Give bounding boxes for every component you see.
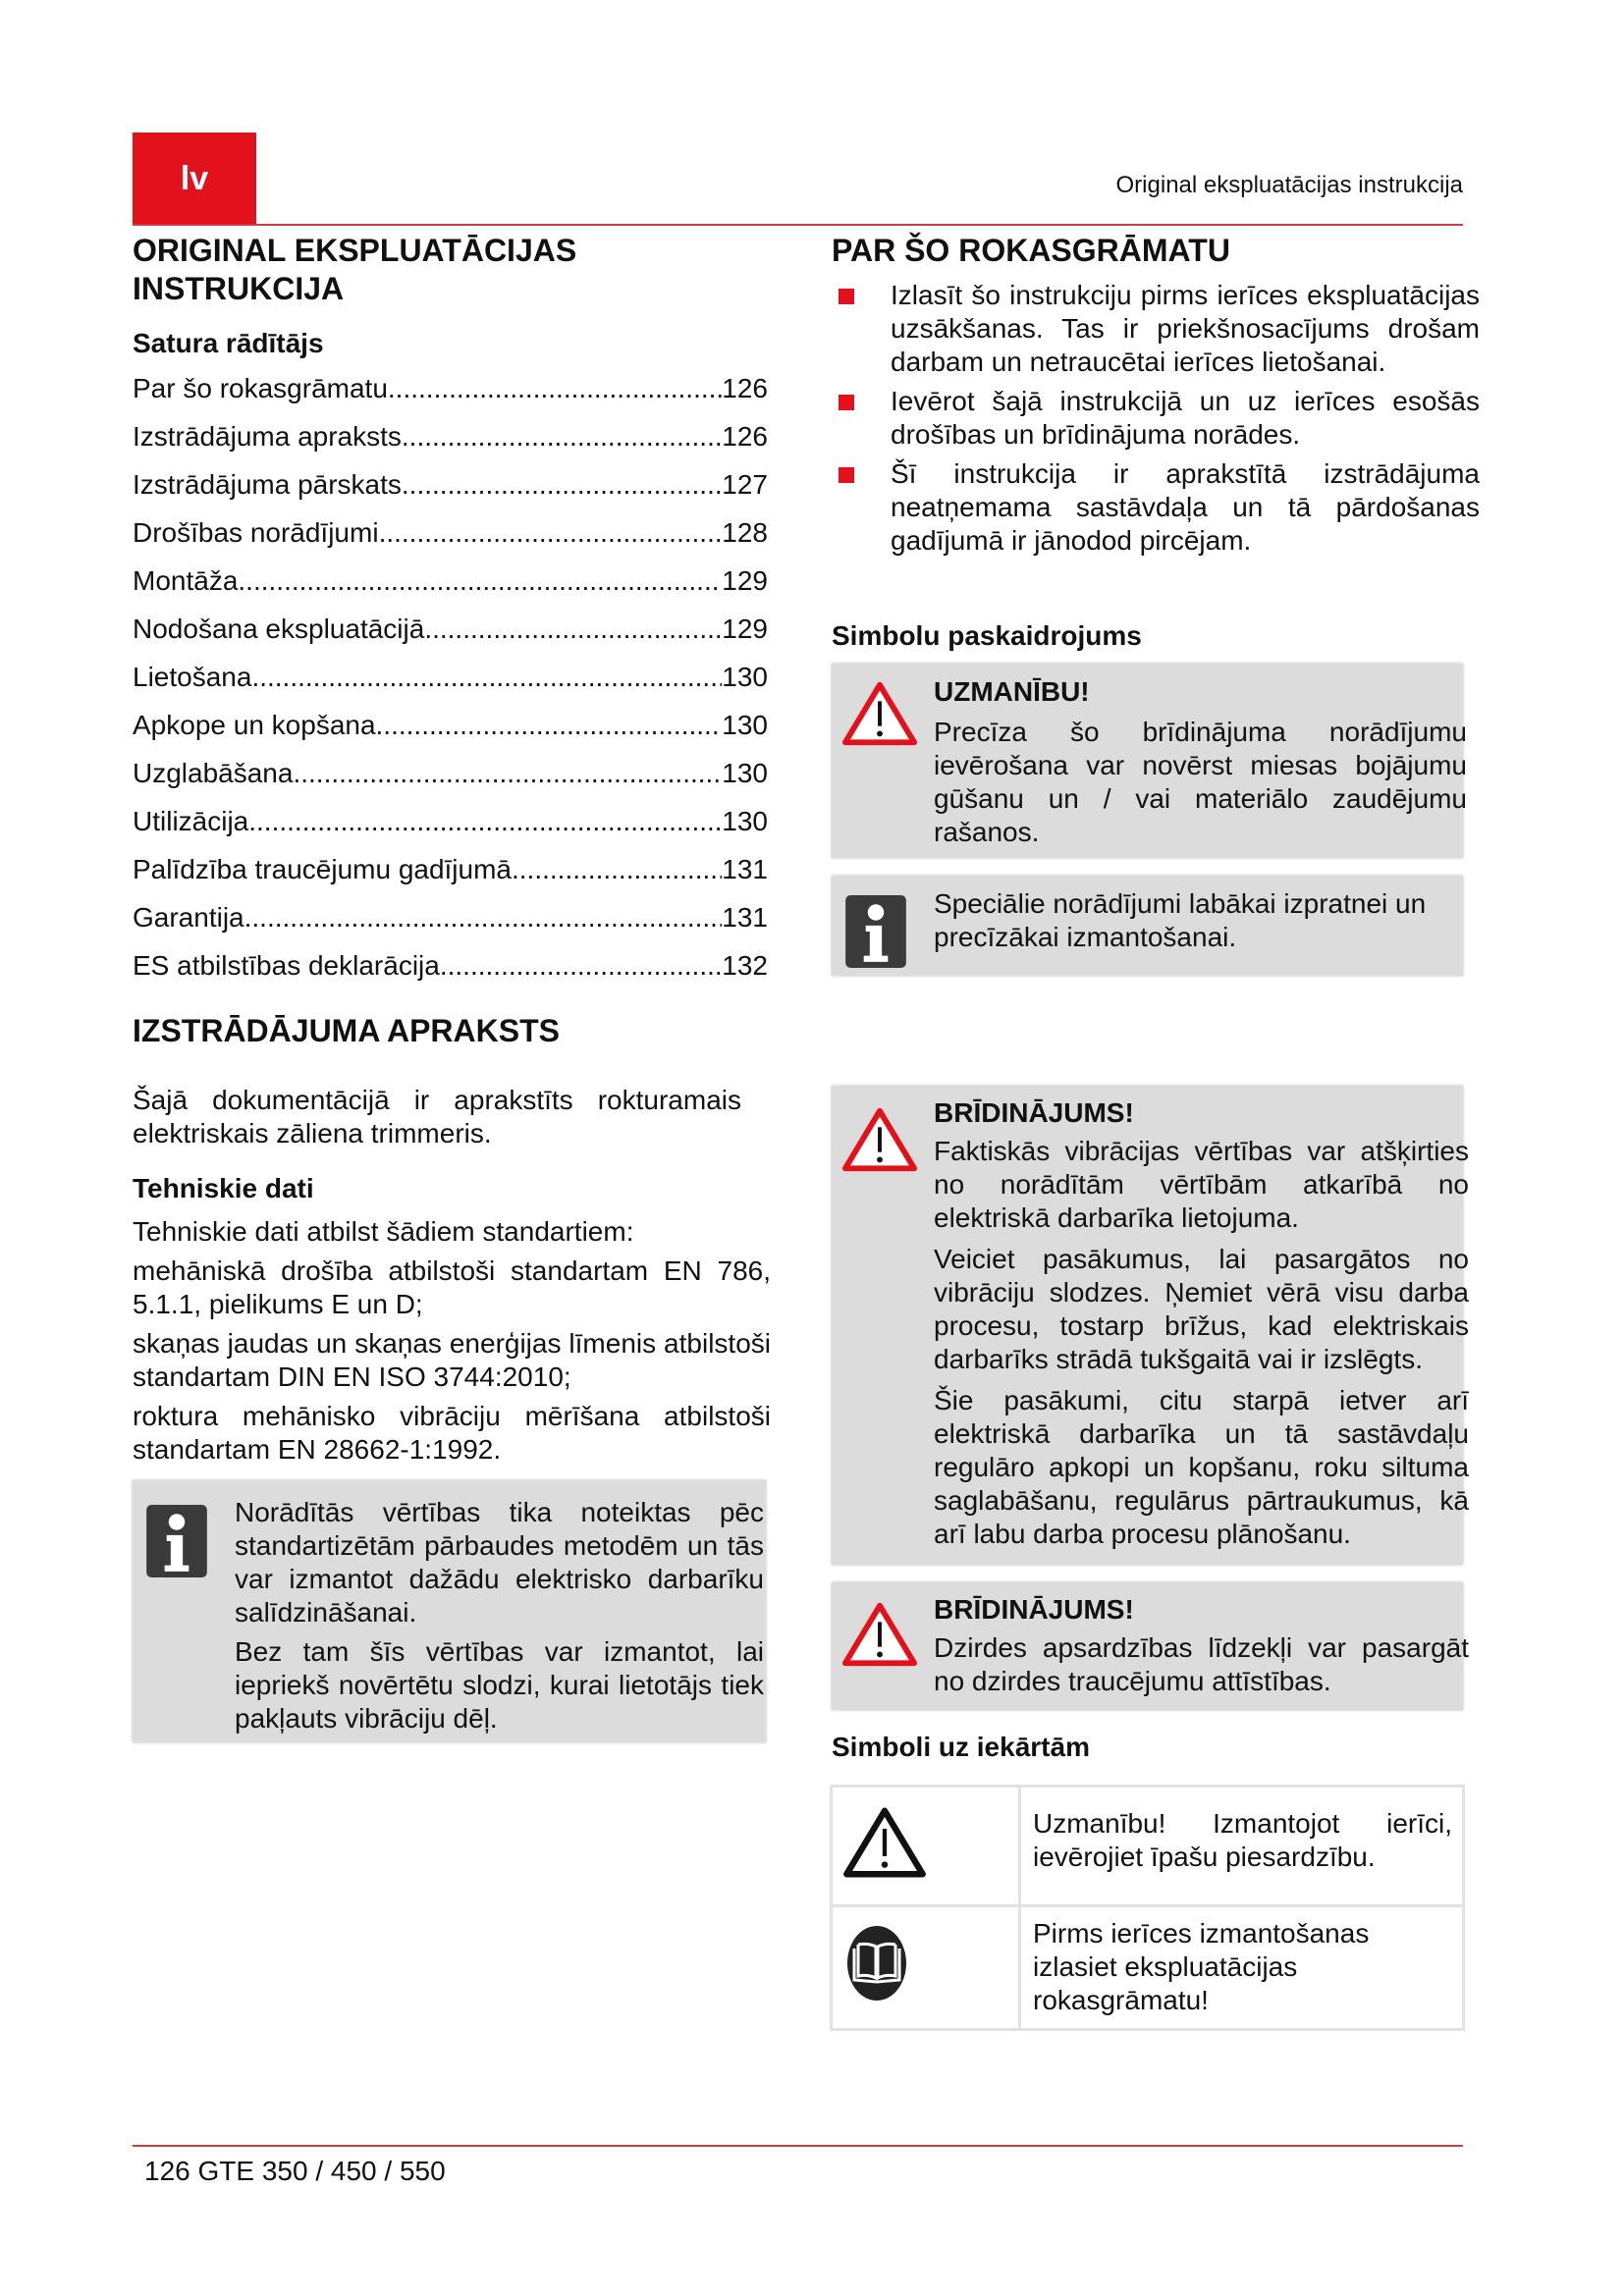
toc-label: ES atbilstības deklarācija: [133, 950, 440, 981]
document-title: ORIGINAL EKSPLUATĀCIJAS INSTRUKCIJA: [133, 233, 577, 306]
toc-entry[interactable]: [133, 517, 768, 565]
bullet-text: Šī instrukcija ir aprakstītā izstrādājuma neatņemama sastāvdaļa un tā pārdošanas gadījumā ir jānodod pircējam.: [891, 458, 1480, 556]
warning-triangle-icon: [842, 1805, 927, 1880]
about-bullets: [832, 279, 1480, 563]
toc-entry[interactable]: [133, 565, 768, 614]
toc-entry[interactable]: [133, 854, 768, 902]
toc-page: 128: [722, 517, 768, 548]
tech-line: skaņas jaudas un skaņas enerģijas līmenis atbilstoši standartam DIN EN ISO 3744:2010;: [133, 1328, 771, 1392]
toc-leader: [238, 565, 722, 597]
toc-leader: [251, 662, 722, 693]
warning-triangle-icon: [841, 679, 918, 748]
toc-entry[interactable]: [133, 421, 768, 469]
symbol-description: Pirms ierīces izmantošanas izlasiet ekspluatācijas rokasgrāmatu!: [1020, 1906, 1464, 2030]
toc-page: 131: [722, 854, 768, 884]
toc-page: 132: [722, 950, 768, 981]
table-of-contents: [133, 373, 768, 998]
toc-label: Utilizācija: [133, 806, 249, 836]
toc-label: Lietošana: [133, 662, 252, 692]
warning-box-hearing: [832, 1582, 1469, 1710]
toc-page: 131: [722, 902, 768, 933]
caution-box: [832, 664, 1467, 858]
tech-line: Tehniskie dati atbilst šādiem standartiem:: [133, 1216, 634, 1247]
section-title-about-manual: PAR ŠO ROKASGRĀMATU: [832, 233, 1230, 268]
warning-triangle-icon: [841, 1105, 918, 1174]
header-title: Original ekspluatācijas instrukcija: [1115, 172, 1463, 198]
toc-leader: [440, 950, 722, 982]
toc-label: Izstrādājuma apraksts: [133, 421, 402, 452]
info-icon: [146, 1505, 207, 1577]
toc-label: Palīdzība traucējumu gadījumā: [133, 854, 512, 884]
tech-line: mehāniskā drošība atbilstoši standartam EN 786, 5.1.1, pielikums E un D;: [133, 1255, 771, 1319]
toc-leader: [244, 902, 723, 934]
info-legend-text: Speciālie norādījumi labākai izpratnei un precīzākai izmantošanai.: [934, 888, 1427, 952]
tech-data-list: [133, 1215, 771, 1467]
toc-entry[interactable]: [133, 950, 768, 998]
table-row: [832, 1906, 1464, 2030]
caution-title: UZMANĪBU!: [934, 676, 1090, 707]
intro-paragraph: Šajā dokumentācijā ir aprakstīts rokturamais elektriskais zāliena trimmeris.: [133, 1085, 741, 1148]
caution-text: Precīza šo brīdinājuma norādījumu ievērošana var novērst miesas bojājumu gūšanu un / vai materiālo zaudējumu rašanos.: [934, 717, 1467, 847]
toc-leader: [424, 614, 722, 645]
toc-leader: [402, 469, 722, 501]
toc-label: Montāža: [133, 565, 239, 596]
bullet-square-icon: [839, 289, 854, 304]
toc-page: 129: [722, 614, 768, 644]
symbol-description: Uzmanību! Izmantojot ierīci, ievērojiet īpašu piesardzību.: [1020, 1787, 1464, 1906]
toc-entry[interactable]: [133, 662, 768, 710]
toc-heading: Satura rādītājs: [133, 328, 324, 358]
info-icon: [845, 895, 906, 968]
bullet-item: [832, 457, 1480, 558]
info-text: Bez tam šīs vērtības var izmantot, lai iepriekš novērtētu slodzi, kurai lietotājs tiek pakļauts vibrāciju dēļ.: [235, 1636, 764, 1734]
info-text: Norādītās vērtības tika noteiktas pēc standartizētām pārbaudes metodēm un tās var izmantot dažādu elektrisko darbarīku salīdzināšanai.: [235, 1497, 764, 1628]
warning-title: BRĪDINĀJUMS!: [934, 1097, 1134, 1128]
table-row: [832, 1787, 1464, 1906]
toc-entry[interactable]: [133, 614, 768, 662]
toc-label: Apkope un kopšana: [133, 710, 376, 740]
toc-page: 130: [722, 806, 768, 836]
toc-leader: [379, 517, 723, 549]
toc-entry[interactable]: [133, 373, 768, 421]
bullet-text: Ievērot šajā instrukcijā un uz ierīces esošās drošības un brīdinājuma norādes.: [891, 386, 1480, 450]
bullet-text: Izlasīt šo instrukciju pirms ierīces ekspluatācijas uzsākšanas. Tas ir priekšnosacījums drošam darbam un netraucētai ierīces lietošanai.: [891, 280, 1480, 377]
bullet-square-icon: [839, 395, 854, 410]
toc-entry[interactable]: [133, 469, 768, 517]
footer-page-info: 126 GTE 350 / 450 / 550: [144, 2156, 446, 2186]
bullet-item: [832, 385, 1480, 452]
warning-text: Dzirdes apsardzības līdzekļi var pasargāt no dzirdes traucējumu attīstības.: [934, 1632, 1469, 1696]
symbols-heading: Simbolu paskaidrojums: [832, 620, 1142, 651]
toc-leader: [388, 373, 722, 404]
toc-page: 126: [722, 421, 768, 452]
footer-divider: [133, 2145, 1463, 2147]
toc-label: Nodošana ekspluatācijā: [133, 614, 425, 644]
toc-leader: [512, 854, 722, 885]
tech-line: roktura mehānisko vibrāciju mērīšana atbilstoši standartam EN 28662-1:1992.: [133, 1401, 771, 1465]
warning-box-vibration: [832, 1086, 1469, 1565]
toc-leader: [402, 421, 722, 453]
toc-entry[interactable]: [133, 758, 768, 806]
toc-entry[interactable]: [133, 710, 768, 758]
toc-page: 130: [722, 710, 768, 740]
toc-label: Izstrādājuma pārskats: [133, 469, 402, 500]
info-box-vibration: [133, 1480, 766, 1742]
warning-title: BRĪDINĀJUMS!: [934, 1594, 1134, 1625]
warning-text: Veiciet pasākumus, lai pasargātos no vibrāciju slodzes. Ņemiet vērā visu darba procesu, tostarp brīžus, kad elektriskais darbarīks strādā tukšgaitā vai ir izslēgts.: [934, 1244, 1469, 1374]
toc-entry[interactable]: [133, 902, 768, 950]
warning-text: Faktiskās vibrācijas vērtības var atšķirties no norādītām vērtībām atkarībā no elektriskā darbarīka lietojuma.: [934, 1136, 1469, 1233]
info-box-legend: [832, 876, 1463, 976]
symbol-cell: [832, 1787, 1020, 1906]
warning-text: Šie pasākumi, citu starpā ietver arī elektriskā darbarīka un tā sastāvdaļu regulāro apkopi un kopšanu, roku siltuma saglabāšanu, regulārus pārtraukumus, kā arī labu darba procesu plānošanu.: [934, 1385, 1469, 1549]
toc-label: Uzglabāšana: [133, 758, 294, 788]
symbol-cell: [832, 1906, 1020, 2030]
toc-label: Drošības norādījumi: [133, 517, 379, 548]
warning-triangle-icon: [841, 1600, 918, 1669]
bullet-square-icon: [839, 467, 854, 483]
toc-leader: [376, 710, 723, 741]
language-badge: lv: [133, 133, 256, 225]
toc-leader: [248, 806, 722, 837]
bullet-item: [832, 279, 1480, 379]
section-title-product-description: IZSTRĀDĀJUMA APRAKSTS: [133, 1013, 560, 1048]
toc-page: 130: [722, 662, 768, 692]
header-divider: [133, 224, 1463, 226]
toc-page: 130: [722, 758, 768, 788]
toc-label: Garantija: [133, 902, 244, 933]
read-manual-icon: [846, 1925, 907, 2002]
tech-data-heading: Tehniskie dati: [133, 1173, 314, 1203]
device-symbols-table: [830, 1785, 1465, 2031]
toc-entry[interactable]: [133, 806, 768, 854]
toc-label: Par šo rokasgrāmatu: [133, 373, 388, 403]
toc-leader: [293, 758, 722, 789]
device-symbols-heading: Simboli uz iekārtām: [832, 1732, 1090, 1762]
toc-page: 127: [722, 469, 768, 500]
toc-page: 126: [722, 373, 768, 403]
toc-page: 129: [722, 565, 768, 596]
